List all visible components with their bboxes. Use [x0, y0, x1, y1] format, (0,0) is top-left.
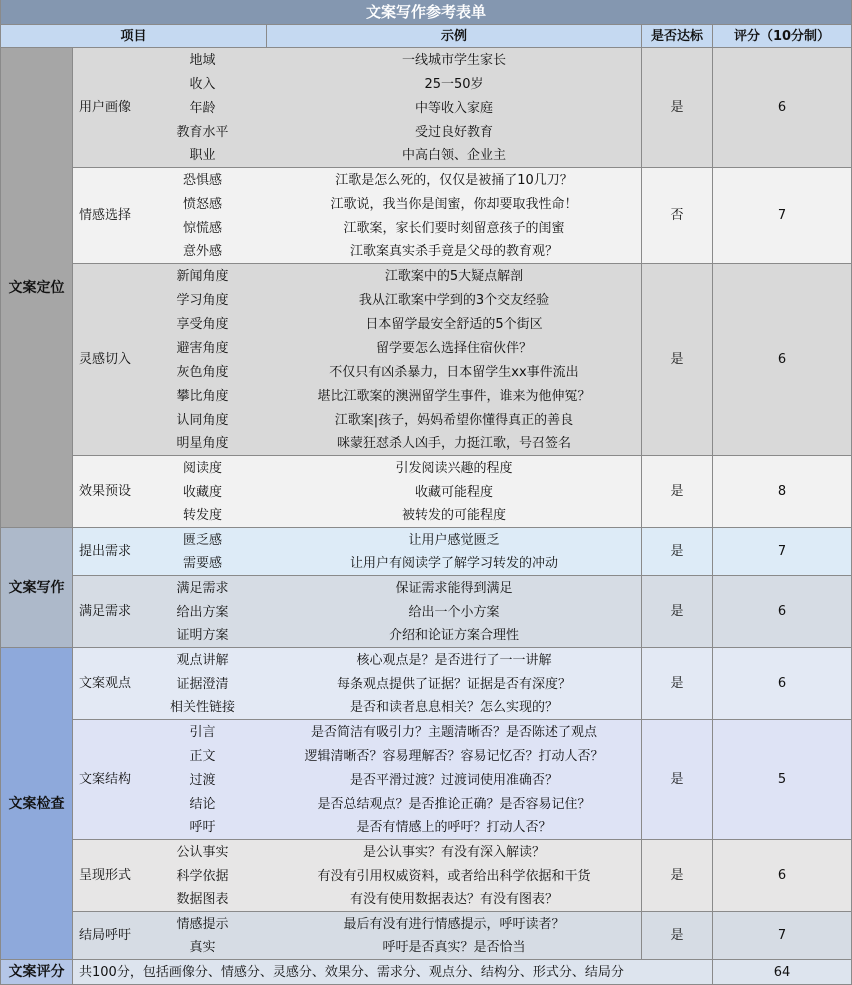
- footer-label: 文案评分: [0, 960, 73, 985]
- sub-item-label: 数据图表: [138, 888, 267, 912]
- example-text: 让用户感觉匮乏: [267, 528, 642, 552]
- sub-item-label: 攀比角度: [138, 384, 267, 408]
- example-text: 是否有情感上的呼吁？打动人否？: [267, 816, 642, 840]
- sub-item-label: 过渡: [138, 768, 267, 792]
- pass-status: 是: [642, 576, 713, 648]
- section-label: 文案定位: [0, 48, 73, 528]
- example-text: 江歌说，我当你是闺蜜，你却要取我性命！: [267, 192, 642, 216]
- example-text: 是否简洁有吸引力？主题清晰否？是否陈述了观点: [267, 720, 642, 744]
- example-text: 被转发的可能程度: [267, 504, 642, 528]
- example-text: 堪比江歌案的澳洲留学生事件，谁来为他伸冤？: [267, 384, 642, 408]
- table-title: 文案写作参考表单: [0, 0, 852, 25]
- header-score: 评分（10分制）: [713, 25, 852, 48]
- sub-item-label: 结论: [138, 792, 267, 816]
- pass-status: 是: [642, 840, 713, 912]
- sub-item-label: 情感提示: [138, 912, 267, 936]
- example-text: 江歌案|孩子，妈妈希望你懂得真正的善良: [267, 408, 642, 432]
- sub-item-label: 新闻角度: [138, 264, 267, 288]
- score-value: 7: [713, 168, 852, 264]
- sub-item-label: 避害角度: [138, 336, 267, 360]
- group-label: 呈现形式: [73, 840, 138, 912]
- example-text: 保证需求能得到满足: [267, 576, 642, 600]
- example-text: 收藏可能程度: [267, 480, 642, 504]
- sub-item-label: 明星角度: [138, 432, 267, 456]
- example-text: 受过良好教育: [267, 120, 642, 144]
- sub-item-label: 相关性链接: [138, 696, 267, 720]
- sub-item-label: 学习角度: [138, 288, 267, 312]
- example-text: 给出一个小方案: [267, 600, 642, 624]
- sub-item-label: 匮乏感: [138, 528, 267, 552]
- sub-item-label: 需要感: [138, 552, 267, 576]
- example-text: 江歌案真实杀手竟是父母的教育观？: [267, 240, 642, 264]
- sub-item-label: 正文: [138, 744, 267, 768]
- sub-item-label: 教育水平: [138, 120, 267, 144]
- example-text: 江歌案，家长们要时刻留意孩子的闺蜜: [267, 216, 642, 240]
- group-label: 情感选择: [73, 168, 138, 264]
- sub-item-label: 收入: [138, 72, 267, 96]
- score-value: 5: [713, 720, 852, 840]
- example-text: 25一50岁: [267, 72, 642, 96]
- sub-item-label: 灰色角度: [138, 360, 267, 384]
- example-text: 我从江歌案中学到的3个交友经验: [267, 288, 642, 312]
- sub-item-label: 观点讲解: [138, 648, 267, 672]
- sub-item-label: 收藏度: [138, 480, 267, 504]
- sub-item-label: 转发度: [138, 504, 267, 528]
- example-text: 中等收入家庭: [267, 96, 642, 120]
- sub-item-label: 科学依据: [138, 864, 267, 888]
- example-text: 是否和读者息息相关？怎么实现的？: [267, 696, 642, 720]
- example-text: 引发阅读兴趣的程度: [267, 456, 642, 480]
- header-example: 示例: [267, 25, 642, 48]
- total-score: 64: [713, 960, 852, 985]
- sub-item-label: 意外感: [138, 240, 267, 264]
- group-label: 灵感切入: [73, 264, 138, 456]
- example-text: 让用户有阅读学了解学习转发的冲动: [267, 552, 642, 576]
- score-value: 6: [713, 264, 852, 456]
- group-label: 满足需求: [73, 576, 138, 648]
- score-value: 6: [713, 648, 852, 720]
- group-label: 文案观点: [73, 648, 138, 720]
- example-text: 不仅只有凶杀暴力，日本留学生xx事件流出: [267, 360, 642, 384]
- group-label: 文案结构: [73, 720, 138, 840]
- score-value: 6: [713, 840, 852, 912]
- example-text: 核心观点是？是否进行了一一讲解: [267, 648, 642, 672]
- group-label: 提出需求: [73, 528, 138, 576]
- sub-item-label: 公认事实: [138, 840, 267, 864]
- score-value: 8: [713, 456, 852, 528]
- pass-status: 是: [642, 528, 713, 576]
- sub-item-label: 认同角度: [138, 408, 267, 432]
- header-pass: 是否达标: [642, 25, 713, 48]
- example-text: 最后有没有进行情感提示，呼吁读者？: [267, 912, 642, 936]
- example-text: 呼吁是否真实？是否恰当: [267, 936, 642, 960]
- example-text: 有没有引用权威资料，或者给出科学依据和干货: [267, 864, 642, 888]
- pass-status: 是: [642, 264, 713, 456]
- sub-item-label: 享受角度: [138, 312, 267, 336]
- example-text: 介绍和论证方案合理性: [267, 624, 642, 648]
- sub-item-label: 阅读度: [138, 456, 267, 480]
- group-label: 效果预设: [73, 456, 138, 528]
- example-text: 是否总结观点？是否推论正确？是否容易记住？: [267, 792, 642, 816]
- example-text: 是公认事实？有没有深入解读？: [267, 840, 642, 864]
- pass-status: 是: [642, 720, 713, 840]
- footer-description: 共100分，包括画像分、情感分、灵感分、效果分、需求分、观点分、结构分、形式分、结局分: [73, 960, 713, 985]
- score-value: 7: [713, 528, 852, 576]
- sub-item-label: 职业: [138, 144, 267, 168]
- sub-item-label: 引言: [138, 720, 267, 744]
- sub-item-label: 年龄: [138, 96, 267, 120]
- sub-item-label: 给出方案: [138, 600, 267, 624]
- pass-status: 是: [642, 912, 713, 960]
- pass-status: 否: [642, 168, 713, 264]
- score-value: 6: [713, 48, 852, 168]
- group-label: 结局呼吁: [73, 912, 138, 960]
- sub-item-label: 恐惧感: [138, 168, 267, 192]
- sub-item-label: 真实: [138, 936, 267, 960]
- example-text: 留学要怎么选择住宿伙伴？: [267, 336, 642, 360]
- example-text: 咪蒙狂怼杀人凶手，力挺江歌，号召签名: [267, 432, 642, 456]
- score-value: 6: [713, 576, 852, 648]
- example-text: 一线城市学生家长: [267, 48, 642, 72]
- header-item: 项目: [0, 25, 267, 48]
- sub-item-label: 地域: [138, 48, 267, 72]
- pass-status: 是: [642, 48, 713, 168]
- score-value: 7: [713, 912, 852, 960]
- sub-item-label: 愤怒感: [138, 192, 267, 216]
- sub-item-label: 惊慌感: [138, 216, 267, 240]
- example-text: 中高白领、企业主: [267, 144, 642, 168]
- sub-item-label: 满足需求: [138, 576, 267, 600]
- group-label: 用户画像: [73, 48, 138, 168]
- sub-item-label: 证据澄清: [138, 672, 267, 696]
- example-text: 有没有使用数据表达？有没有图表？: [267, 888, 642, 912]
- example-text: 每条观点提供了证据？证据是否有深度？: [267, 672, 642, 696]
- sub-item-label: 呼吁: [138, 816, 267, 840]
- section-label: 文案写作: [0, 528, 73, 648]
- sub-item-label: 证明方案: [138, 624, 267, 648]
- example-text: 江歌案中的5大疑点解剖: [267, 264, 642, 288]
- example-text: 江歌是怎么死的，仅仅是被捅了10几刀？: [267, 168, 642, 192]
- example-text: 是否平滑过渡？过渡词使用准确否？: [267, 768, 642, 792]
- example-text: 逻辑清晰否？容易理解否？容易记忆否？打动人否？: [267, 744, 642, 768]
- pass-status: 是: [642, 456, 713, 528]
- section-label: 文案检查: [0, 648, 73, 960]
- pass-status: 是: [642, 648, 713, 720]
- example-text: 日本留学最安全舒适的5个街区: [267, 312, 642, 336]
